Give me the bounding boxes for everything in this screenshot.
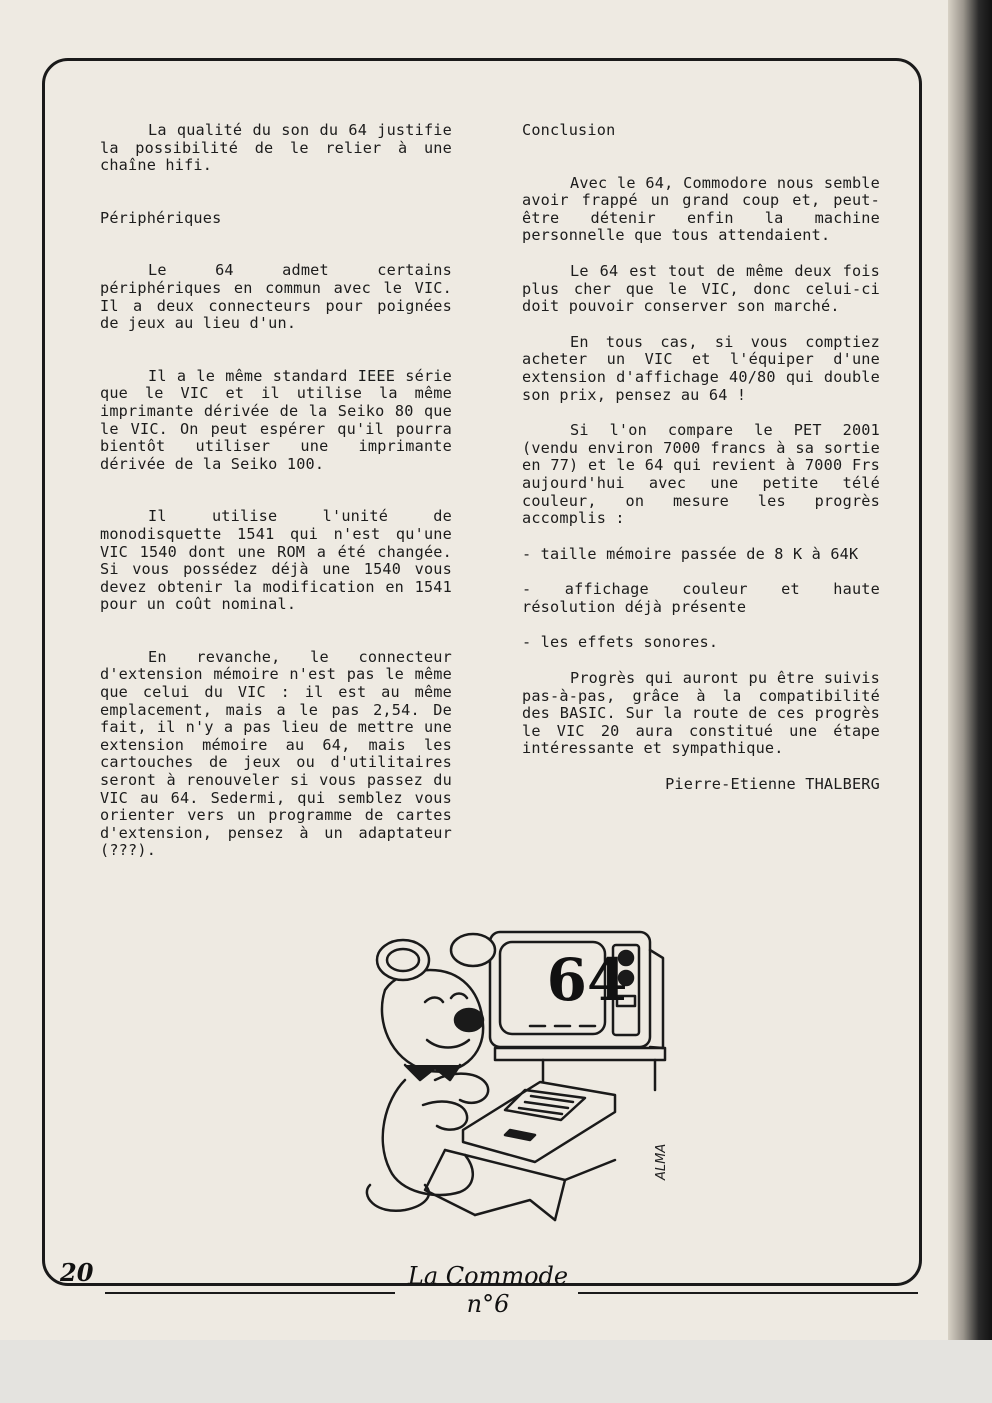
- footer-rule-right: [578, 1292, 918, 1294]
- tv-screen-text: 64: [546, 946, 628, 1014]
- paragraph-peripherals: Le 64 admet certains périphériques en commun avec le VIC. Il a deux connecteurs pour poignées de jeux au lieu d'un.: [100, 261, 452, 333]
- author-signature: Pierre-Etienne THALBERG: [665, 775, 880, 794]
- paragraph-sound-quality: La qualité du son du 64 justifie la possibilité de le relier à une chaîne hifi.: [100, 121, 452, 175]
- section-heading-peripheriques: Périphériques: [100, 208, 222, 227]
- page-edge-shadow: [948, 0, 992, 1403]
- scan-margin: [0, 1340, 992, 1403]
- cartoon-illustration: [365, 930, 695, 1230]
- paragraph-extension: En tous cas, si vous comptiez acheter un VIC et l'équiper d'une extension d'affichage 40/80 qui double son prix, pensez au 64 !: [522, 332, 880, 404]
- artist-signature: ALMA: [654, 1143, 669, 1180]
- magazine-title: La Commode n°6: [407, 1262, 569, 1318]
- paragraph-disk-drive: Il utilise l'unité de monodisquette 1541 qui n'est qu'une VIC 1540 dont une ROM a été changée. Si vous possédez déjà une 1540 vous devez obtenir la modification en 1541 pour un coût nominal.: [100, 507, 452, 614]
- page-number: 20: [60, 1258, 94, 1287]
- list-item: - les effets sonores.: [522, 633, 719, 652]
- paragraph-memory-connector: En revanche, le connecteur d'extension mémoire n'est pas le même que celui du VIC : il est au même emplacement, mais a le pas 2,54. De fait, il n'y a pas lieu de mettre une extension mémoire au 64, mais les cartouches de jeux ou d'utilitaires seront à renouveler si vous passez du VIC au 64. Sedermi, qui semblez vous orienter vers un programme de cartes d'extension, pensez à un adaptateur (???).: [100, 647, 452, 860]
- left-column: [100, 122, 452, 878]
- section-heading-conclusion: Conclusion: [522, 121, 616, 139]
- paragraph-ieee-printer: Il a le même standard IEEE série que le VIC et il utilise la même imprimante dérivée de la Seiko 80 que le VIC. On peut espérer qu'il pourra bientôt utiliser une imprimante dérivée de la Seiko 100.: [100, 366, 452, 473]
- right-column: [522, 122, 880, 809]
- list-item: - taille mémoire passée de 8 K à 64K: [522, 544, 859, 563]
- paragraph-closing: Progrès qui auront pu être suivis pas-à-pas, grâce à la compatibilité des BASIC. Sur la route de ces progrès le VIC 20 aura constitué une étape intéressante et sympathique.: [522, 669, 880, 758]
- paragraph-price: Le 64 est tout de même deux fois plus cher que le VIC, donc celui-ci doit pouvoir conserver son marché.: [522, 261, 880, 316]
- paragraph-conclusion-intro: Avec le 64, Commodore nous semble avoir frappé un grand coup et, peut-être détenir enfin la machine personnelle que tous attendaient.: [522, 173, 880, 245]
- footer-rule-left: [105, 1292, 395, 1294]
- list-item: - affichage couleur et haute résolution déjà présente: [522, 580, 880, 616]
- paragraph-comparison: Si l'on compare le PET 2001 (vendu environ 7000 francs à sa sortie en 77) et le 64 qui revient à 7000 Frs aujourd'hui avec une petite télé couleur, on mesure les progrès accomplis :: [522, 421, 880, 528]
